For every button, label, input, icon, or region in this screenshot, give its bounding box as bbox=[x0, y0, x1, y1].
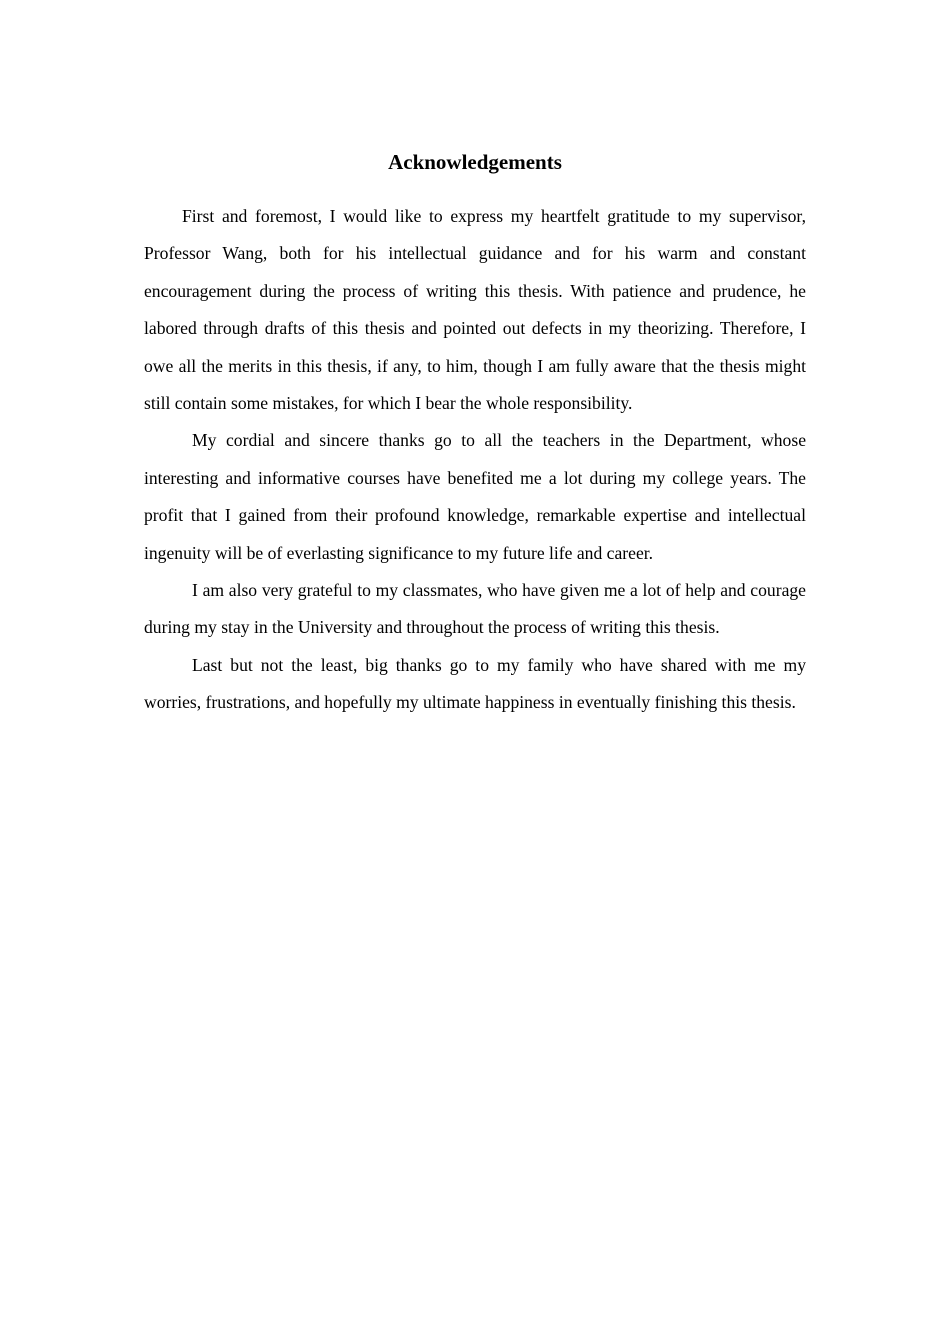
paragraph-supervisor: First and foremost, I would like to express my heartfelt gratitude to my supervisor, Professor Wang, both for his intellectual guidance and for his warm and constant encouragement during the process of writing this thesis. With patience and prudence, he labored through drafts of this thesis and pointed out defects in my theorizing. Therefore, I owe all the merits in this thesis, if any, to him, though I am fully aware that the thesis might still contain some mistakes, for which I bear the whole responsibility. bbox=[144, 206, 806, 414]
page-content bbox=[144, 148, 806, 722]
paragraph-family: Last but not the least, big thanks go to my family who have shared with me my worries, frustrations, and hopefully my ultimate happiness in eventually finishing this thesis. bbox=[144, 654, 806, 713]
paragraph-classmates: I am also very grateful to my classmates, who have given me a lot of help and courage during my stay in the University and throughout the process of writing this thesis. bbox=[144, 580, 806, 638]
paragraph-teachers: My cordial and sincere thanks go to all the teachers in the Department, whose interesting and informative courses have benefited me a lot during my college years. The profit that I gained from their profound knowledge, remarkable expertise and intellectual ingenuity will be of everlasting significance to my future life and career. bbox=[144, 430, 806, 563]
acknowledgement-body bbox=[144, 198, 806, 722]
page-title: Acknowledgements bbox=[388, 150, 562, 174]
